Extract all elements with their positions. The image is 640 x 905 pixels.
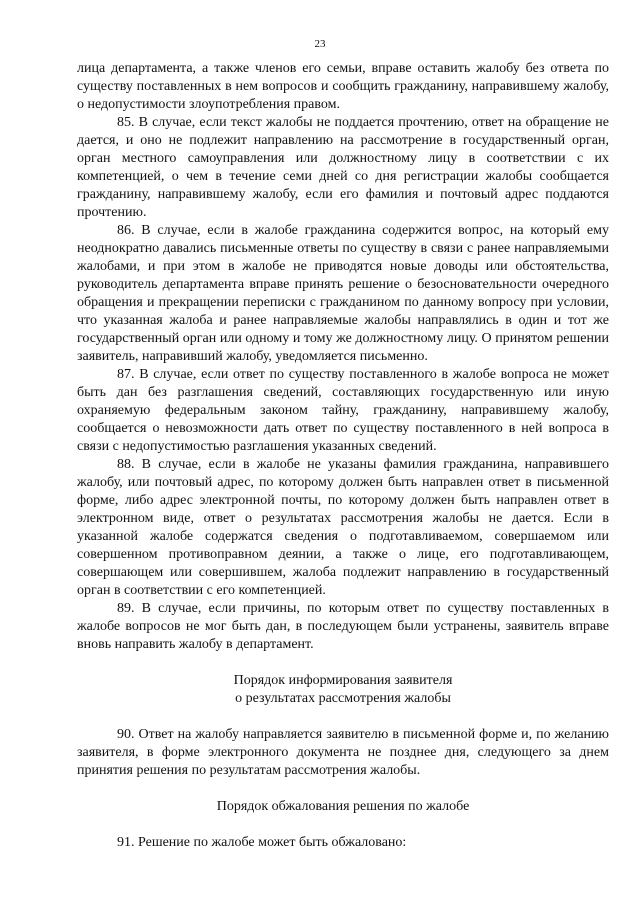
section-heading-line: Порядок информирования заявителя <box>233 673 453 688</box>
paragraph-86: 86. В случае, если в жалобе гражданина содержится вопрос, на который ему неоднократно давались письменные ответы по существу в связи с ранее направляемыми жалобами, и при этом в жалобе не приводятся новые доводы или обстоятельства, руководитель департамента вправе принять решение о безосновательности очередного обращения и прекращении переписки с гражданином по данному вопросу при условии, что указанная жалоба и ранее направляемые жалобы направлялись в один и тот же государственный орган или одному и тому же должностному лицу. О принятом решении заявитель, направивший жалобу, уведомляется письменно. <box>77 223 609 364</box>
paragraph-85: 85. В случае, если текст жалобы не поддается прочтению, ответ на обращение не дается, и оно не подлежит направлению на рассмотрение в государственный орган, орган местного самоуправления или должностному лицу в соответствии с их компетенцией, о чем в течение семи дней со дня регистрации жалобы сообщается гражданину, направившему жалобу, если его фамилия и почтовый адрес поддаются прочтению. <box>77 115 609 220</box>
paragraph-89: 89. В случае, если причины, по которым ответ по существу поставленных в жалобе вопросов не мог быть дан, в последующем были устранены, заявитель вправе вновь направить жалобу в департамент. <box>77 601 609 652</box>
paragraph-90: 90. Ответ на жалобу направляется заявителю в письменной форме и, по желанию заявителя, в форме электронного документа не позднее дня, следующего за днем принятия решения по результатам рассмотрения жалобы. <box>77 727 609 778</box>
paragraph-87: 87. В случае, если ответ по существу поставленного в жалобе вопроса не может быть дан без разглашения сведений, составляющих государственную или иную охраняемую федеральным законом тайну, гражданину, направившему жалобу, сообщается о невозможности дать ответ по существу поставленного в ней вопроса в связи с недопустимостью разглашения указанных сведений. <box>77 367 609 454</box>
paragraph-91: 91. Решение по жалобе может быть обжаловано: <box>117 835 407 850</box>
section-heading-informing <box>77 672 609 708</box>
paragraph-84-continuation: лица департамента, а также членов его семьи, вправе оставить жалобу без ответа по существу поставленных в нем вопросов и сообщить гражданину, направившему жалобу, о недопустимости злоупотребления правом. <box>77 61 609 112</box>
paragraph-88: 88. В случае, если в жалобе не указаны фамилия гражданина, направившего жалобу, или почтовый адрес, по которому должен быть направлен ответ в письменной форме, либо адрес электронной почты, по которому должен быть направлен ответ в электронном виде, ответ о результатах рассмотрения жалобы не дается. Если в указанной жалобе содержатся сведения о подготавливаемом, совершаемом или совершенном противоправном деянии, а также о лице, его подготавливающем, совершающем или совершившем, жалоба подлежит направлению в государственный орган в соответствии с его компетенцией. <box>77 457 609 598</box>
document-body <box>77 60 609 852</box>
page-number: 23 <box>314 38 326 50</box>
section-heading-appeal: Порядок обжалования решения по жалобе <box>216 799 470 814</box>
section-heading-line: о результатах рассмотрения жалобы <box>235 691 451 706</box>
